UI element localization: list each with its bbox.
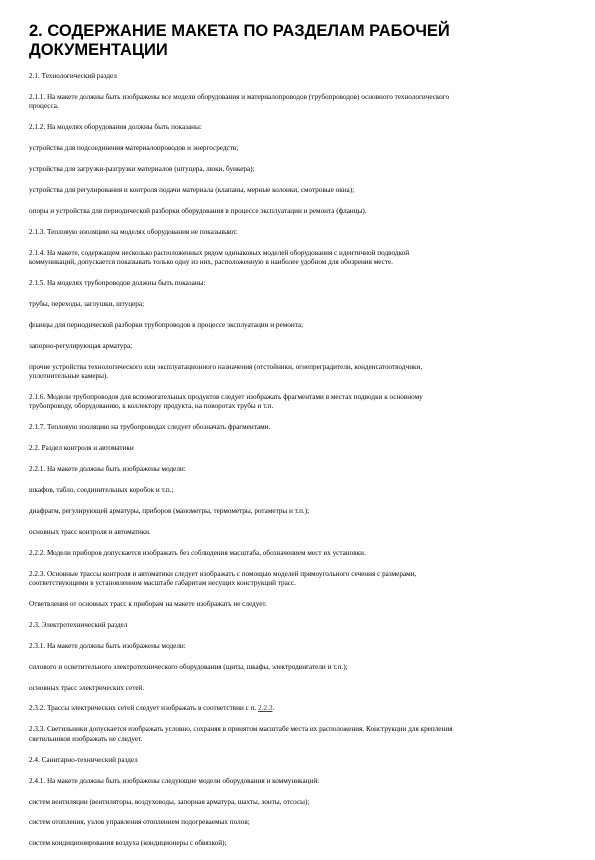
paragraph: [29, 363, 569, 382]
text-line: 2.4. Санитарно-технический раздел: [29, 755, 138, 764]
text-line: устройства для подсоединения материалопроводов и энергосредств;: [29, 144, 239, 153]
paragraph: [29, 507, 569, 517]
paragraph: [29, 663, 569, 673]
text-line: 2.3.1. На макете должны быть изображены модели:: [29, 641, 186, 650]
text-line: уплотнительные камеры).: [29, 372, 109, 381]
paragraph: [29, 279, 569, 289]
text-line: шкафов, табло, соединительных коробок и т.п.;: [29, 486, 174, 495]
paragraph: [29, 725, 569, 744]
paragraph: [29, 528, 569, 538]
paragraph: [29, 300, 569, 310]
document-body: [29, 72, 569, 860]
text-line: 2.3.3. Светильники допускается изображать условно, сохраняя в принятом масштабе места их расположения. Конструкции для крепления: [29, 725, 453, 734]
text-line: процесса.: [29, 102, 59, 111]
text-line: систем отопления, узлов управления отоплением подогреваемых полов;: [29, 818, 250, 827]
paragraph: [29, 321, 569, 331]
text-line: устройства для загрузки-разгрузки материалов (штуцера, люки, бункера);: [29, 165, 255, 174]
text-line: 2.2.2. Модели приборов допускается изображать без соблюдения масштаба, обозначением мест их установки.: [29, 548, 366, 557]
paragraph: [29, 393, 569, 412]
paragraph: [29, 123, 569, 133]
text-line: 2.3. Электротехнический раздел: [29, 620, 128, 629]
paragraph: [29, 798, 569, 808]
text-line: 2.1.6. Модели трубопроводов для вспомогательных продуктов следует изображать фрагментами в местах подводки к основному: [29, 392, 423, 401]
paragraph: [29, 249, 569, 268]
paragraph: [29, 642, 569, 652]
text-line: светильников изображать не следует.: [29, 734, 143, 743]
paragraph: [29, 684, 569, 694]
paragraph: [29, 165, 569, 175]
paragraph: [29, 93, 569, 112]
paragraph: [29, 486, 569, 496]
text-line: силового и осветительного электротехнического оборудования (щиты, шкафы, электродвигатели и т.п.);: [29, 662, 348, 671]
text-line: 2.1.3. Тепловую изоляцию на моделях оборудования не показывают.: [29, 227, 238, 236]
text-line: 2.3.2. Трассы электрических сетей следует изображать в соответствии с п. 2.2.3.: [29, 704, 275, 713]
paragraph: [29, 756, 569, 766]
reference-link[interactable]: 2.2.3: [258, 704, 273, 713]
text-line: трубы, переходы, заглушки, штуцера;: [29, 299, 145, 308]
text-line: систем кондиционирования воздуха (кондиционеры с обвязкой);: [29, 839, 227, 848]
paragraph: [29, 600, 569, 610]
paragraph: [29, 704, 569, 714]
text-line: устройства для регулирования и контроля подачи материала (клапаны, мерные колонки, смотровые окна);: [29, 185, 355, 194]
text-line: запорно-регулирующая арматура;: [29, 341, 133, 350]
text-line: 2.4.1. На макете должны быть изображены следующие модели оборудования и коммуникаций:: [29, 776, 320, 785]
paragraph: [29, 342, 569, 352]
text-line: 2.1.1. На макете должны быть изображены все модели оборудования и материалопроводов (трубопроводов) основного технологического: [29, 92, 450, 101]
text-line: диафрагм, регулирующей арматуры, приборов (манометры, термометры, ротаметры и т.п.);: [29, 506, 310, 515]
paragraph: [29, 228, 569, 238]
text-punctuation: .: [272, 704, 275, 713]
text-line: 2.1. Технологический раздел: [29, 72, 117, 80]
text-line: 2.2.1. На макете должны быть изображены модели:: [29, 465, 186, 474]
text-line: трубопроводу, оборудованию, к коллектору продукта, на поворотах трубы и т.п.: [29, 402, 274, 411]
paragraph: [29, 444, 569, 454]
paragraph: [29, 144, 569, 154]
page-title: 2. СОДЕРЖАНИЕ МАКЕТА ПО РАЗДЕЛАМ РАБОЧЕЙ ДОКУМЕНТАЦИИ: [29, 22, 450, 59]
paragraph: [29, 549, 569, 559]
text-line: соответствующими в установленном масштабе габаритам несущих конструкций трасс.: [29, 579, 296, 588]
text-line: систем вентиляции (вентиляторы, воздуховоды, запорная арматура, шахты, зонты, отсосы);: [29, 797, 310, 806]
text-line: опоры и устройства для периодической разборки оборудования в процессе эксплуатации и ремонта (фланцы).: [29, 206, 367, 215]
text-line: коммуникаций, допускается показывать только одну из них, расположенную в наиболее удобном для обозрения месте.: [29, 258, 393, 267]
paragraph: [29, 818, 569, 828]
text-line: 2.1.7. Тепловую изоляцию на трубопроводах следует обозначать фрагментами.: [29, 423, 271, 432]
text-line: 2.1.2. На моделях оборудования должны быть показаны:: [29, 123, 202, 132]
text-line: прочие устройства технологического или эксплуатационного назначения (отстойники, огнепреградители, конденсатоотводчики,: [29, 362, 423, 371]
paragraph: [29, 570, 569, 589]
paragraph: [29, 465, 569, 475]
text-line: 2.1.4. На макете, содержащем несколько расположенных рядом одинаковых моделей оборудования с идентичной подводкой: [29, 248, 410, 257]
text-line: основных трасс контроля и автоматики.: [29, 527, 151, 536]
text-line: 2.1.5. На моделях трубопроводов должны быть показаны:: [29, 279, 206, 288]
paragraph: [29, 839, 569, 849]
paragraph: [29, 186, 569, 196]
text-line: Ответвления от основных трасс к приборам на макете изображать не следует.: [29, 599, 267, 608]
paragraph: [29, 207, 569, 217]
paragraph: [29, 777, 569, 787]
paragraph: [29, 621, 569, 631]
paragraph: [29, 423, 569, 433]
text-line: 2.2.3. Основные трассы контроля и автоматики следует изображать с помощью моделей прямоугольного сечения с размерами,: [29, 569, 417, 578]
paragraph: [29, 72, 569, 82]
text-line: фланцы для периодической разборки трубопроводов в процессе эксплуатации и ремонта;: [29, 320, 304, 329]
text-line: 2.2. Раздел контроля и автоматики: [29, 444, 134, 453]
text-line: основных трасс электрических сетей.: [29, 683, 145, 692]
